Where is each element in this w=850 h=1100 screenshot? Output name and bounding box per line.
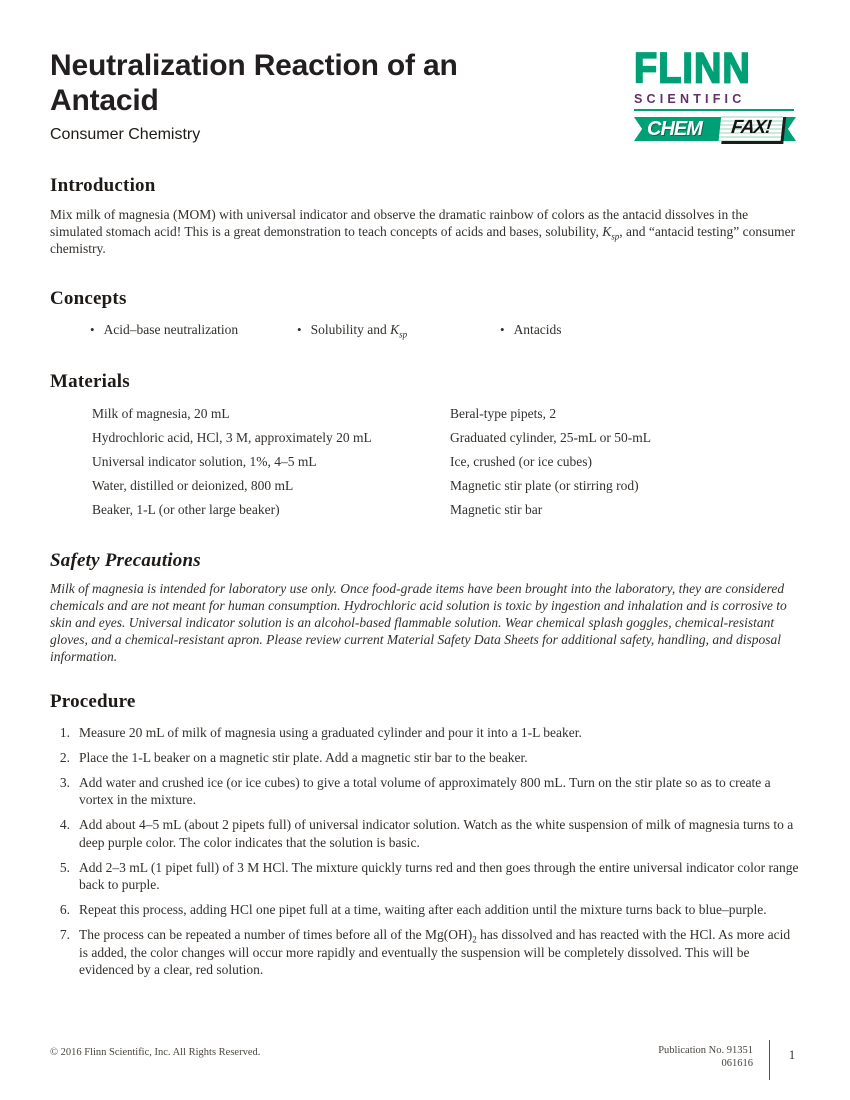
step-number: 2. xyxy=(59,749,70,765)
procedure-step xyxy=(50,926,800,979)
page-footer xyxy=(50,1040,800,1084)
page-number: 1 xyxy=(788,1047,796,1062)
chemfax-fax-label: FAX! xyxy=(730,116,772,138)
step-text: Measure 20 mL of milk of magnesia using a graduated cylinder and pour it into a 1-L beaker. xyxy=(79,724,582,740)
step-text: Add about 4–5 mL (about 2 pipets full) of universal indicator solution. Watch as the white suspension of milk of magnesia turns to a deep purple color. The color indicates that the solution is basic. xyxy=(79,817,794,850)
procedure-step xyxy=(50,749,800,767)
ksp-symbol: K xyxy=(390,322,400,337)
title-block xyxy=(50,48,458,144)
step-text-pre: The process can be repeated a number of times before all of the xyxy=(79,927,425,942)
section-heading-procedure: Procedure xyxy=(50,690,136,712)
step-text: Add 2–3 mL (1 pipet full) of 3 M HCl. The mixture quickly turns red and then goes through the entire universal indicator color range back to purple. xyxy=(79,859,799,892)
ksp-subscript: sp xyxy=(611,231,620,242)
material-item: Magnetic stir bar xyxy=(450,502,543,517)
page-title-line2: Antacid xyxy=(50,84,159,117)
publication-info xyxy=(658,1040,753,1080)
copyright-notice: © 2016 Flinn Scientific, Inc. All Rights Reserved. xyxy=(50,1047,261,1058)
section-heading-introduction: Introduction xyxy=(50,175,156,196)
material-item: Ice, crushed (or ice cubes) xyxy=(450,454,593,469)
logo-underline xyxy=(634,109,794,111)
step-text: Repeat this process, adding HCl one pipet full at a time, waiting after each addition until the mixture turns back to blue–purple. xyxy=(79,902,767,917)
section-heading-materials: Materials xyxy=(50,371,130,392)
step-text: Place the 1-L beaker on a magnetic stir plate. Add a magnetic stir bar to the beaker. xyxy=(79,749,528,765)
header xyxy=(50,0,800,148)
procedure-step xyxy=(50,859,800,894)
formula-subscript: 2 xyxy=(472,934,477,945)
step-text xyxy=(79,926,800,979)
procedure-step xyxy=(50,816,800,851)
step-number: 7. xyxy=(59,927,70,942)
chemfax-banner xyxy=(634,114,796,148)
footer-divider xyxy=(769,1040,770,1080)
ksp-subscript: sp xyxy=(399,329,408,340)
concept-label xyxy=(311,322,408,338)
intro-text-pre: Mix milk of magnesia (MOM) with universal indicator and observe the dramatic rainbow of colors as the antacid dissolves in the simulated stomach acid! This is a great demonstration to teach concepts of acids and bases, solubility, xyxy=(50,207,749,239)
material-item: Graduated cylinder, 25-mL or 50-mL xyxy=(450,430,652,445)
introduction-paragraph xyxy=(50,206,800,257)
step-number: 1. xyxy=(59,724,70,740)
page-title xyxy=(50,48,458,118)
procedure-step xyxy=(50,724,800,742)
step-text-post: has dissolved and has reacted with the HCl. As more acid is added, the color changes will occur more rapidly and eventually the suspension will be completely dissolved. This will be evidenced by a clear, red solution. xyxy=(79,927,791,977)
concept-item xyxy=(90,322,297,338)
concept-text: Solubility and xyxy=(310,322,391,337)
material-item: Milk of magnesia, 20 mL xyxy=(92,406,230,421)
publication-number: Publication No. 91351 xyxy=(658,1045,753,1056)
material-item: Magnetic stir plate (or stirring rod) xyxy=(450,478,639,493)
procedure-step xyxy=(50,901,800,919)
flinn-scientific-logo xyxy=(634,45,800,148)
material-item: Universal indicator solution, 1%, 4–5 mL xyxy=(92,454,317,469)
materials-list xyxy=(50,406,800,519)
page-subtitle: Consumer Chemistry xyxy=(50,126,201,143)
material-item: Beral-type pipets, 2 xyxy=(450,406,557,421)
step-number: 3. xyxy=(59,774,70,790)
concepts-list xyxy=(50,322,800,338)
step-text: Add water and crushed ice (or ice cubes) to give a total volume of approximately 800 mL. Turn on the stir plate so as to create a vortex in the mixture. xyxy=(79,774,771,807)
section-heading-concepts: Concepts xyxy=(50,288,127,309)
step-number: 4. xyxy=(59,817,70,832)
procedure-list xyxy=(50,724,800,979)
scientific-wordmark: SCIENTIFIC xyxy=(634,92,746,106)
concept-label: Antacids xyxy=(513,322,562,337)
material-item: Beaker, 1-L (or other large beaker) xyxy=(92,502,280,517)
chemical-formula: Mg(OH) xyxy=(424,927,473,942)
publication-date-code: 061616 xyxy=(721,1058,753,1069)
chemfax-chem-label: CHEM xyxy=(647,118,702,140)
material-item: Hydrochloric acid, HCl, 3 M, approximately 20 mL xyxy=(92,430,372,445)
bullet-icon: • xyxy=(297,322,302,337)
intro-text-post: , and “antacid testing” consumer chemistry. xyxy=(50,224,796,256)
concept-item xyxy=(297,322,500,338)
step-number: 6. xyxy=(59,902,70,917)
footer-publication-block xyxy=(658,1040,800,1080)
section-heading-safety-precautions: Safety Precautions xyxy=(50,549,201,571)
concept-label: Acid–base neutralization xyxy=(103,322,239,337)
material-item: Water, distilled or deionized, 800 mL xyxy=(92,478,294,493)
step-number: 5. xyxy=(59,859,70,875)
page-title-line1: Neutralization Reaction of an xyxy=(50,49,458,82)
bullet-icon: • xyxy=(500,322,505,337)
safety-paragraph: Milk of magnesia is intended for laboratory use only. Once food-grade items have been brought into the laboratory, they are considered chemicals and are not meant for human consumption. Hydrochloric acid solution is toxic by ingestion and inhalation and is corrosive to skin and eyes. Universal indicator solution is an alcohol-based flammable solution. Wear chemical splash goggles, chemical-resistant gloves, and a chemical-resistant apron. Please review current Material Safety Data Sheets for additional safety, handling, and disposal information. xyxy=(50,580,787,664)
procedure-step xyxy=(50,774,800,809)
concept-item xyxy=(500,322,800,338)
bullet-icon: • xyxy=(90,322,95,337)
chemfax-fax-box xyxy=(719,114,784,141)
ksp-symbol: K xyxy=(602,224,612,239)
flinn-wordmark: FLINN xyxy=(634,45,751,93)
